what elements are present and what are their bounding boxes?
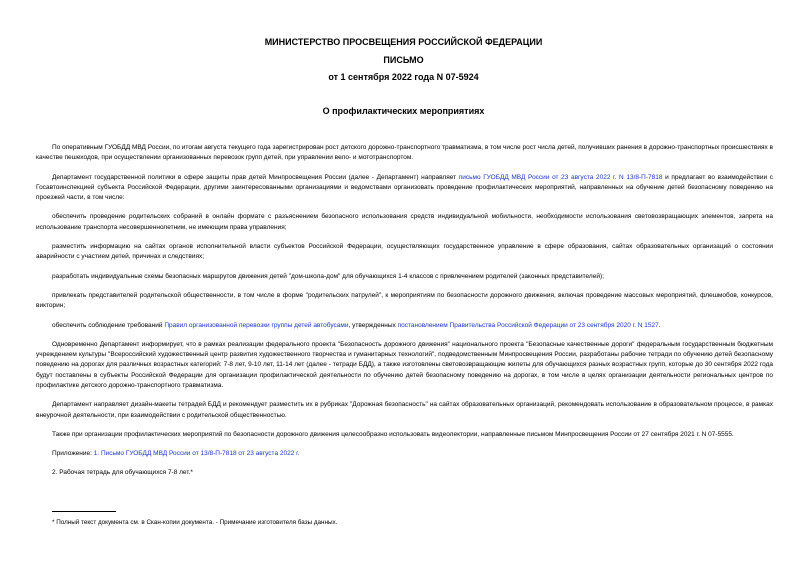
paragraph-2 [36, 173, 773, 204]
link-appendix-1[interactable]: 1. Письмо ГУОБДД МВД России от 13/8-П-7818 от 23 августа 2022 г. [93, 450, 300, 458]
appendix-2: 2. Рабочая тетрадь для обучающихся 7-8 лет.* [52, 468, 193, 476]
appendix-label: Приложение: [52, 450, 94, 458]
paragraph-3: обеспечить проведение родительских собраний в онлайн формате с разъяснением безопасного использования средств индивидуальной мобильности, необходимости использования световозвращающих элементов, запрета на использование транспорта несовершеннолетним, не имеющим права управления; [36, 213, 773, 231]
ministry-title: МИНИСТЕРСТВО ПРОСВЕЩЕНИЯ РОССИЙСКОЙ ФЕДЕРАЦИИ [264, 37, 543, 47]
document-type: ПИСЬМО [383, 55, 424, 65]
paragraph-7-text-b: , утвержденных [348, 321, 398, 329]
paragraph-7-text-c: . [658, 321, 661, 329]
document-date-number: от 1 сентября 2022 года N 07-5924 [328, 72, 479, 82]
paragraph-5: разработать индивидуальные схемы безопасных маршрутов движения детей "дом-школа-дом" для обучающихся 1-4 классов с привлечением родителей (законных представителей); [52, 272, 604, 280]
link-gibdd-letter[interactable]: письмо ГУОБДД МВД России от 23 августа 2022 г. N 13/8-П-7818 [458, 173, 663, 181]
link-government-decree[interactable]: постановлением Правительства Российской Федерации от 23 сентября 2020 г. N 1527 [397, 321, 659, 329]
link-transport-rules[interactable]: Правил организованной перевозки группы детей автобусами [164, 321, 349, 329]
paragraph-2-text-a: Департамент государственной политики в сфере защиты прав детей Минпросвещения России (далее - Департамент) направляет [52, 173, 459, 181]
document-body [36, 143, 773, 487]
paragraph-7-text-a: обеспечить соблюдение требований [52, 321, 165, 329]
paragraph-2-text-b: и предлагает во взаимодействии с Госавтоинспекцией субъекта Российской Федерации, другими заинтересованными организациями и ведомствами организовать проведение профилактических мероприятий, направленных на обучение детей безопасному поведению на проезжей части, в том числе: [36, 173, 773, 202]
paragraph-1: По оперативным ГУОБДД МВД России, по итогам августа текущего года зарегистрирован рост детского дорожно-транспортного травматизма, в том числе рост числа детей, получивших ранения в дорожно-транспортных происшествиях в качестве пешеходов, при осуществлении организованных перевозок групп детей, при управлении вело- и мототранспортом. [36, 144, 773, 162]
paragraph-10: Также при организации профилактических мероприятий по безопасности дорожного движения целесообразно использовать видеолектории, направленные письмом Минпросвещения России от 27 сентября 2021 г. N 07-5555. [52, 430, 734, 438]
document-subject: О профилактических мероприятиях [322, 106, 485, 116]
paragraph-8: Одновременно Департамент информирует, что в рамках реализации федерального проекта "Безопасность дорожного движения" национального проекта "Безопасные качественные дороги" федеральным государственным бюджетным учреждением культуры "Всероссийский художественный центр развития художественного творчества и гуманитарных технологий", подведомственным Минпросвещения России, разработаны рабочие тетради по обучению детей безопасному поведению на дорогах для различных возрастных категорий: 7-8 лет, 9-10 лет, 11-14 лет (далее - тетради БДД), а также изготовлены световозвращающие жилеты для обучающихся разных возрастных групп, которые до 30 сентября 2022 года будут поставлены в субъекты Российской Федерации для организации профилактической деятельности по обучению детей безопасному поведению на дорогах, в том числе в целях организации деятельности региональных центров по профилактике детского дорожно-транспортного травматизма. [36, 340, 773, 390]
appendix-1 [36, 449, 773, 459]
paragraph-6: привлекать представителей родительской общественности, в том числе в форме "родительских патрулей", к мероприятиям по безопасности дорожного движения, включая проведение массовых мероприятий, флешмобов, конкурсов, викторин; [36, 291, 773, 310]
footnote: * Полный текст документа см. в Скан-копии документа. - Примечание изготовителя базы данных. [52, 519, 338, 526]
footnote-divider [52, 511, 116, 512]
paragraph-7 [36, 321, 773, 331]
paragraph-4: разместить информацию на сайтах органов исполнительной власти субъектов Российской Федерации, осуществляющих государственное управление в сфере образования, сайтах образовательных организаций о состоянии аварийности с участием детей, причинах и следствиях; [36, 243, 773, 261]
paragraph-9: Департамент направляет дизайн-макеты тетрадей БДД и рекомендует разместить их в рубриках "Дорожная безопасность" на сайтах образовательных организаций, рекомендовать использование в образовательном процессе, в рамках внеурочной деятельности, при взаимодействии с родительской общественностью. [36, 401, 773, 419]
